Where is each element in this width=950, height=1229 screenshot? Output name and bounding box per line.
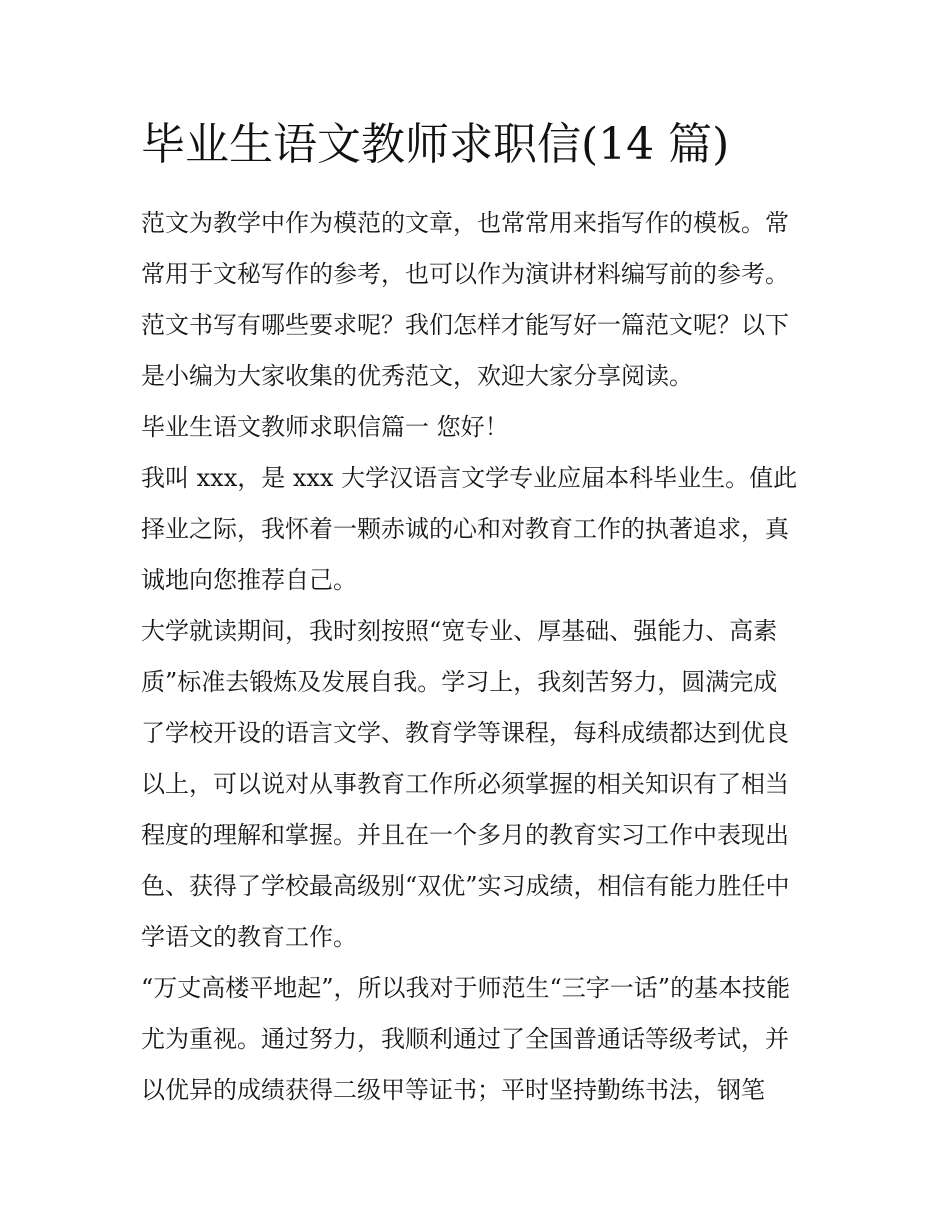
text-line: 大学就读期间，我时刻按照“宽专业、厚基础、强能力、高素 [141, 617, 778, 645]
text-line: 以上，可以说对从事教育工作所必须掌握的相关知识有了相当 [141, 770, 789, 798]
text-line: 了学校开设的语言文学、教育学等课程，每科成绩都达到优良 [141, 719, 789, 747]
section-heading-line: 毕业生语文教师求职信篇一 您好！ [141, 413, 509, 441]
document-title: 毕业生语文教师求职信(14 篇) [141, 119, 730, 170]
text-line: 质”标准去锻炼及发展自我。学习上，我刻苦努力，圆满完成 [141, 668, 778, 696]
text-line: 以优异的成绩获得二级甲等证书；平时坚持勤练书法，钢笔 [141, 1076, 765, 1104]
text-line: 学语文的教育工作。 [141, 923, 357, 951]
text-line: 程度的理解和掌握。并且在一个多月的教育实习工作中表现出 [141, 821, 789, 849]
document-body [141, 198, 813, 1116]
text-line: 尤为重视。通过努力，我顺利通过了全国普通话等级考试，并 [141, 1025, 789, 1053]
text-line: 我叫 xxx，是 xxx 大学汉语言文学专业应届本科毕业生。值此 [141, 464, 798, 492]
text-line: 色、获得了学校最高级别“双优”实习成绩，相信有能力胜任中 [141, 872, 790, 900]
text-line: 诚地向您推荐自己。 [141, 566, 357, 594]
text-line: 是小编为大家收集的优秀范文，欢迎大家分享阅读。 [141, 362, 693, 390]
text-line: 择业之际，我怀着一颗赤诚的心和对教育工作的执著追求，真 [141, 515, 789, 543]
text-line: 常用于文秘写作的参考，也可以作为演讲材料编写前的参考。 [141, 260, 789, 288]
text-line: “万丈高楼平地起”，所以我对于师范生“三字一话”的基本技能 [141, 974, 791, 1002]
text-line: 范文为教学中作为模范的文章，也常常用来指写作的模板。常 [141, 209, 789, 237]
text-line: 范文书写有哪些要求呢？我们怎样才能写好一篇范文呢？以下 [141, 311, 789, 339]
